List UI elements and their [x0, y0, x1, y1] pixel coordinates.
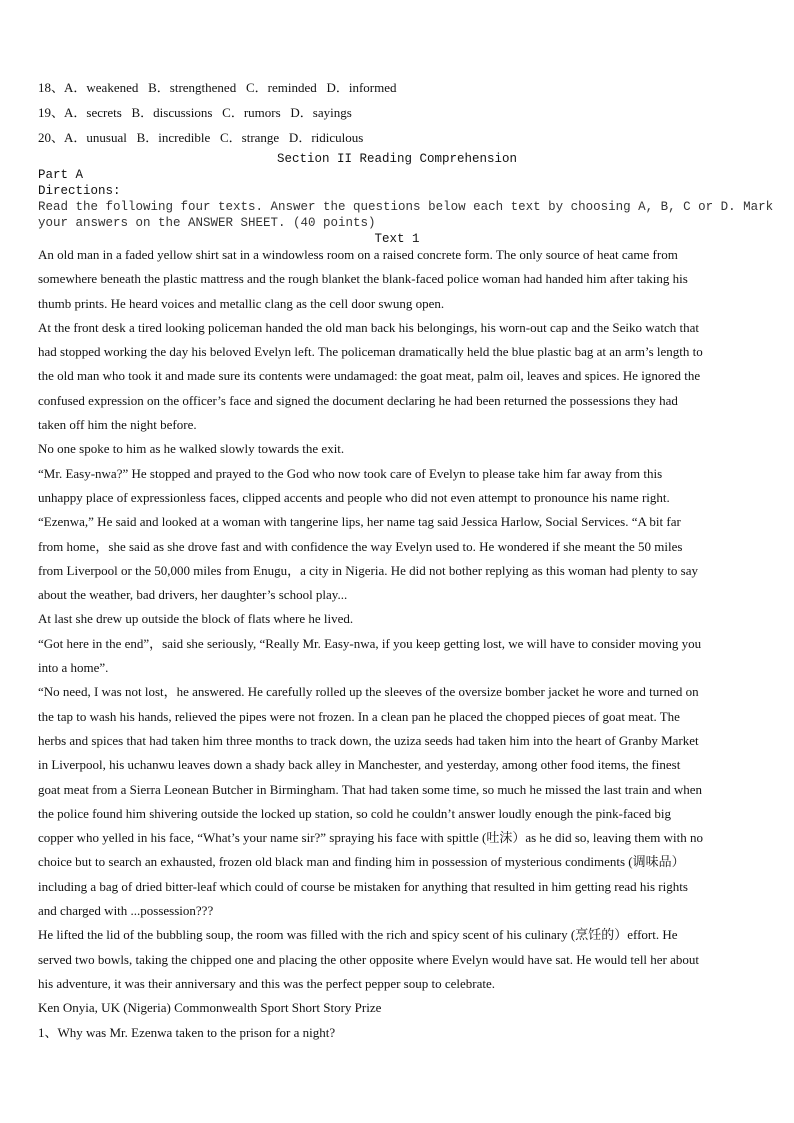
story-line: 1、Why was Mr. Ezenwa taken to the prison for a night?	[38, 1024, 336, 1040]
story-line: Ken Onyia, UK (Nigeria) Commonwealth Sport Short Story Prize	[38, 1000, 382, 1016]
story-line: about the weather, bad drivers, her daughter’s school play...	[38, 587, 348, 603]
story-line: the old man who took it and made sure its contents were undamaged: the goat meat, palm oil, leaves and spices. He ignored the	[38, 368, 701, 384]
text-title: Text 1	[374, 232, 420, 246]
story-line: thumb prints. He heard voices and metallic clang as the cell door swung open.	[38, 295, 445, 311]
story-line: in Liverpool, his uchanwu leaves down a shady back alley in Manchester, and yesterday, among other food items, the finest	[38, 757, 681, 773]
story-line: choice but to search an exhausted, frozen old black man and finding him in possession of mysterious condiments (调味品）	[38, 854, 685, 870]
story-line: He lifted the lid of the bubbling soup, the room was filled with the rich and spicy scent of his culinary (烹饪的）effort. He	[38, 927, 678, 943]
story-line: unhappy place of expressionless faces, clipped accents and people who did not even attempt to pronounce his name right.	[38, 489, 670, 505]
story-line: his adventure, it was their anniversary and this was the perfect pepper soup to celebrate.	[38, 975, 495, 991]
story-line: “Got here in the end”，said she seriously, “Really Mr. Easy-nwa, if you keep getting lost, we will have to consider moving you	[38, 635, 702, 651]
question-20-options: 20、A．unusual B．incredible C．strange D．ridiculous	[38, 130, 364, 145]
story-line: “Ezenwa,” He said and looked at a woman with tangerine lips, her name tag said Jessica Harlow, Social Services. “A bit far	[38, 514, 681, 530]
directions-line: Read the following four texts. Answer the questions below each text by choosing A, B, C or D. Mark	[38, 200, 774, 214]
story-line: An old man in a faded yellow shirt sat in a windowless room on a raised concrete form. The only source of heat came from	[38, 247, 678, 262]
story-line: goat meat from a Sierra Leonean Butcher in Birmingham. That had taken some time, so much he missed the last train and when	[38, 781, 703, 797]
story-line: from Liverpool or the 50,000 miles from Enugu，a city in Nigeria. He did not bother replying as this woman had plenty to say	[38, 562, 698, 578]
question-18-options: 18、A．weakened B．strengthened C．reminded D．informed	[38, 80, 397, 95]
story-line: from home，she said as she drove fast and with confidence the way Evelyn used to. He wondered if she meant the 50 miles	[38, 538, 683, 554]
directions-label: Directions:	[38, 184, 121, 198]
directions-line: your answers on the ANSWER SHEET. (40 points)	[38, 215, 376, 230]
story-line: “No need, I was not lost，he answered. He carefully rolled up the sleeves of the oversize bomber jacket he wore and turned on	[38, 684, 699, 700]
story-line: “Mr. Easy-nwa?” He stopped and prayed to the God who now took care of Evelyn to please take him far away from this	[38, 465, 663, 481]
question-19-options: 19、A．secrets B．discussions C．rumors D．sayings	[38, 105, 352, 120]
story-line: taken off him the night before.	[38, 417, 197, 433]
story-line: including a bag of dried bitter-leaf which could of course be mistaken for anything that resulted in him getting read his rights	[38, 878, 688, 894]
story-body	[38, 243, 758, 1045]
story-line: the police found him shivering outside the locked up station, so cold he couldn’t answer loudly enough the pink-faced big	[38, 805, 672, 821]
directions-text	[38, 200, 774, 232]
story-line: had stopped working the day his beloved Evelyn left. The policeman dramatically held the blue plastic bag at an arm’s length to	[38, 344, 703, 360]
story-line: No one spoke to him as he walked slowly towards the exit.	[38, 441, 345, 457]
story-line: the tap to wash his hands, relieved the pipes were not frozen. In a clean pan he placed the chopped pieces of goat meat. The	[38, 708, 680, 724]
story-line: into a home”.	[38, 660, 109, 676]
story-line: served two bowls, taking the chipped one and placing the other opposite where Evelyn would have sat. He would tell her about	[38, 951, 700, 967]
part-heading: Part A	[38, 168, 84, 182]
story-line: confused expression on the officer’s face and signed the document declaring he had been returned the possessions they had	[38, 392, 678, 408]
story-line: At the front desk a tired looking policeman handed the old man back his belongings, his worn-out cap and the Seiko watch that	[38, 319, 700, 335]
story-line: somewhere beneath the plastic mattress and the rough blanket the blank-faced police woman had handed him after taking his	[38, 271, 688, 287]
story-line: At last she drew up outside the block of flats where he lived.	[38, 611, 354, 627]
section-title: Section II Reading Comprehension	[276, 152, 518, 166]
story-line: and charged with ...possession???	[38, 903, 214, 919]
story-line: herbs and spices that had taken him three months to track down, the uziza seeds had taken him into the heart of Granby Market	[38, 732, 699, 748]
story-line: copper who yelled in his face, “What’s your name sir?” spraying his face with spittle (吐沫）as he did so, leaving them with no	[38, 830, 703, 846]
